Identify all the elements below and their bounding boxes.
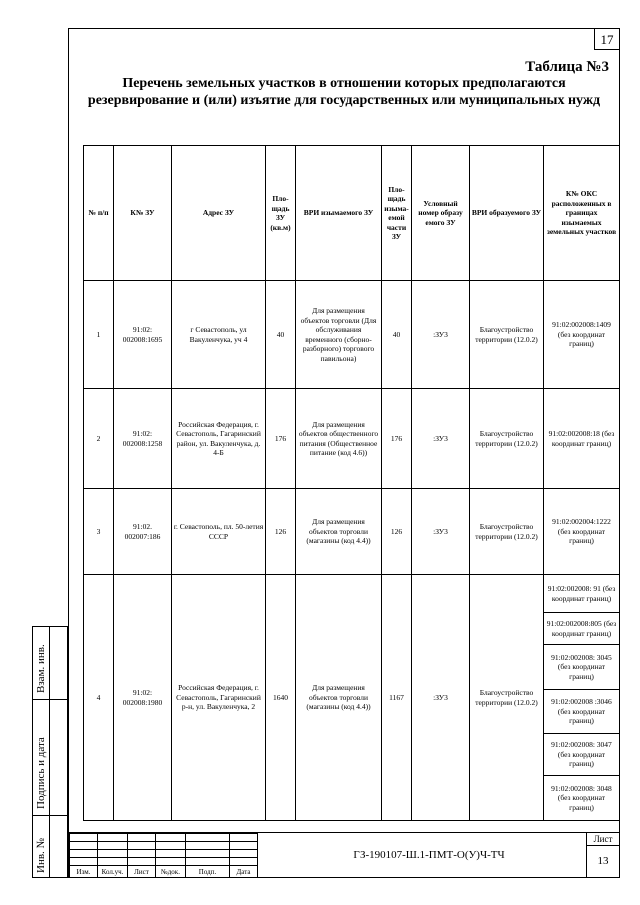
cell-part-area: 40 — [382, 281, 412, 389]
cell-cond: :ЗУ3 — [412, 489, 470, 575]
cell-vri: Для размещения объектов торговли (Для обслуживания временного (сборно-разборного) торгового павильона) — [296, 281, 382, 389]
stamp-col-kol: Кол.уч. — [98, 866, 128, 878]
cell-area: 176 — [266, 389, 296, 489]
table-label: Таблица №3 — [525, 59, 609, 75]
side-label-inv: Инв. № — [35, 837, 47, 873]
side-label-vzam: Взам. инв. — [35, 644, 47, 693]
header-row — [84, 146, 620, 281]
cell-vri: Для размещения объектов общественного питания (Общественное питание (код 4.6)) — [296, 389, 382, 489]
stamp-col-doc: №док. — [156, 866, 186, 878]
col-header-area: Пло-щадь ЗУ (кв.м) — [266, 146, 296, 281]
cell-kn: 91:02: 002008:1258 — [114, 389, 172, 489]
cell-part-area: 126 — [382, 489, 412, 575]
col-header-vri-new: ВРИ образуемого ЗУ — [470, 146, 544, 281]
cell-address: Российская Федерация, г. Севастополь, Гагаринский район, ул. Вакуленчука, д. 4-Б — [172, 389, 266, 489]
document-frame — [68, 28, 620, 878]
cell-address: г Севастополь, ул Вакуленчука, уч 4 — [172, 281, 266, 389]
title-block — [69, 832, 619, 877]
cell-vri-new: Благоустройство территории (12.0.2) — [470, 281, 544, 389]
cell-vri: Для размещения объектов торговли (магазины (код 4.4)) — [296, 575, 382, 821]
cell-n: 2 — [84, 389, 114, 489]
col-header-kn: К№ ЗУ — [114, 146, 172, 281]
col-header-cond: Условный номер образу емого ЗУ — [412, 146, 470, 281]
cell-vri-new: Благоустройство территории (12.0.2) — [470, 489, 544, 575]
cell-kn: 91:02: 002008:1980 — [114, 575, 172, 821]
cell-area: 40 — [266, 281, 296, 389]
table-title: Перечень земельных участков в отношении которых предполагаются резервирование и (или) изъятие для государственных или муниципальных нужд — [87, 76, 601, 108]
cell-oks-list — [544, 575, 620, 821]
col-header-n: № п/п — [84, 146, 114, 281]
stamp-col-list: Лист — [128, 866, 156, 878]
sheet-number: 13 — [597, 855, 609, 867]
oks-item: 91:02:002008: 3047 (без координат границ) — [544, 734, 619, 776]
cell-part-area: 176 — [382, 389, 412, 489]
col-header-address: Адрес ЗУ — [172, 146, 266, 281]
table-row — [84, 489, 620, 575]
cell-oks: 91:02:002008:1409 (без координат границ) — [544, 281, 620, 389]
col-header-vri: ВРИ изымаемого ЗУ — [296, 146, 382, 281]
cell-cond: :ЗУ3 — [412, 281, 470, 389]
side-stamp — [32, 626, 68, 878]
oks-item: 91:02:002008: 3048 (без координат границ) — [551, 783, 612, 812]
cell-vri-new: Благоустройство территории (12.0.2) — [470, 389, 544, 489]
land-plots-table — [83, 145, 620, 821]
cell-area: 126 — [266, 489, 296, 575]
stamp-col-podp: Подп. — [186, 866, 230, 878]
table-row — [84, 389, 620, 489]
table-row — [84, 575, 620, 821]
sheet-label: Лист — [587, 833, 619, 846]
title-block-grid — [69, 833, 258, 878]
cell-kn: 91:02. 002007:186 — [114, 489, 172, 575]
cell-n: 1 — [84, 281, 114, 389]
cell-part-area: 1167 — [382, 575, 412, 821]
cell-cond: :ЗУ3 — [412, 575, 470, 821]
col-header-oks: К№ ОКС расположенных в границах изымаемых земельных участков — [544, 146, 620, 281]
oks-item: 91:02:002008:805 (без координат границ) — [544, 613, 619, 645]
table-row — [84, 281, 620, 389]
side-label-podpis: Подпись и дата — [35, 737, 47, 809]
cell-vri-new: Благоустройство территории (12.0.2) — [470, 575, 544, 821]
cell-oks: 91:02:002004:1222 (без координат границ) — [544, 489, 620, 575]
col-header-part-area: Пло-щадь изыма-емой части ЗУ — [382, 146, 412, 281]
page-number-box: 17 — [594, 28, 620, 50]
oks-item: 91:02:002008: 3045 (без координат границ) — [544, 645, 619, 690]
oks-item: 91:02:002008: 91 (без координат границ) — [544, 575, 619, 613]
cell-cond: :ЗУ3 — [412, 389, 470, 489]
stamp-col-izm: Изм. — [70, 866, 98, 878]
cell-oks: 91:02:002008:18 (без координат границ) — [544, 389, 620, 489]
document-code: ГЗ-190107-Ш.1-ПМТ-О(У)Ч-ТЧ — [353, 849, 505, 861]
stamp-col-data: Дата — [230, 866, 258, 878]
cell-n: 4 — [84, 575, 114, 821]
cell-area: 1640 — [266, 575, 296, 821]
cell-address: г. Севастополь, пл. 50-летия СССР — [172, 489, 266, 575]
cell-address: Российская Федерация, г. Севастополь, Гагаринский р-н, ул. Вакуленчука, 2 — [172, 575, 266, 821]
oks-item: 91:02:002008 :3046 (без координат границ) — [544, 690, 619, 734]
cell-n: 3 — [84, 489, 114, 575]
cell-kn: 91:02: 002008:1695 — [114, 281, 172, 389]
sheet-box — [586, 833, 619, 877]
cell-vri: Для размещения объектов торговли (магазины (код 4.4)) — [296, 489, 382, 575]
